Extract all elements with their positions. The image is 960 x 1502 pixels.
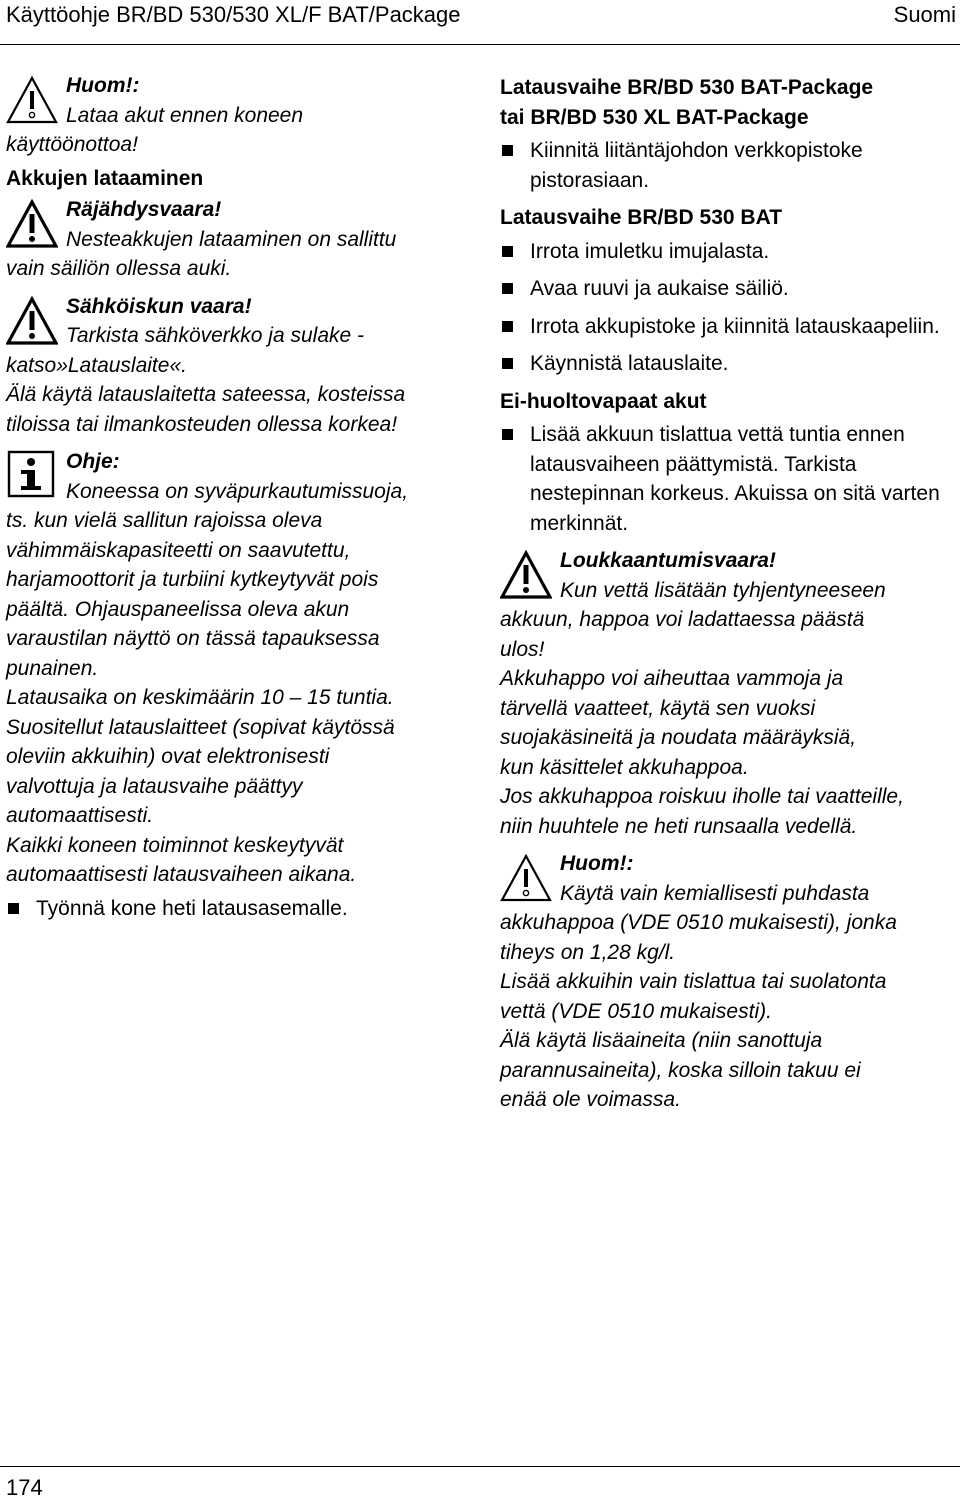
caution-icon <box>6 75 58 125</box>
list-item: Työnnä kone heti latausasemalle. <box>6 894 482 924</box>
note-acid <box>500 849 952 1115</box>
warning-line: Tarkista sähköverkko ja sulake - <box>66 324 365 347</box>
warning-line: niin huuhtele ne heti runsaalla vedellä. <box>500 814 858 838</box>
note-line: tiheys on 1,28 kg/l. <box>500 940 676 964</box>
list-item: Kiinnitä liitäntäjohdon verkkopistoke pistorasiaan. <box>500 136 952 195</box>
warning-title: Sähköiskun vaara! <box>66 294 252 318</box>
left-column <box>6 71 482 931</box>
info-line: Koneessa on syväpurkautumissuoja, <box>66 479 409 503</box>
note-line: parannusaineita), koska silloin takuu ei <box>500 1058 861 1082</box>
info-line: oleviin akkuihin) ovat elektronisesti <box>6 745 330 768</box>
warning-line: ulos! <box>500 637 545 661</box>
info-line: Suositellut latauslaitteet (sopivat käytössä <box>6 715 395 739</box>
warning-line: Nesteakkujen lataaminen on sallittu <box>66 227 397 251</box>
warning-title: Loukkaantumisvaara! <box>560 549 776 572</box>
warning-icon <box>500 550 552 600</box>
language-label: Suomi <box>893 2 956 27</box>
info-line: vähimmäiskapasiteetti on saavutettu, <box>6 538 351 562</box>
warning-line: suojakäsineitä ja noudata määräyksiä, <box>500 726 857 749</box>
warning-line: tärvellä vaatteet, käytä sen vuoksi <box>500 696 816 720</box>
heading-line: Latausvaihe BR/BD 530 BAT-Package <box>500 76 874 99</box>
document-title: Käyttöohje BR/BD 530/530 XL/F BAT/Package <box>6 2 461 27</box>
info-line: valvottuja ja latausvaihe päättyy <box>6 774 303 798</box>
info-icon <box>6 449 58 499</box>
left-bullet-list <box>6 894 482 924</box>
section-title: Akkujen lataaminen <box>6 166 204 190</box>
info-title: Ohje: <box>66 450 120 473</box>
warning-line: Jos akkuhappoa roiskuu iholle tai vaatteille, <box>500 785 904 808</box>
info-line: harjamoottorit ja turbiini kytkeytyvät pois <box>6 568 379 591</box>
bullet-list-non-maintenance-free <box>500 420 952 538</box>
list-item: Irrota akkupistoke ja kiinnitä latauskaapeliin. <box>500 312 952 342</box>
bullet-list-package <box>500 136 952 195</box>
right-column <box>500 73 952 1115</box>
warning-icon <box>6 199 58 249</box>
note-line: käyttöönottoa! <box>6 133 138 156</box>
note-line: akkuhappoa (VDE 0510 mukaisesti), jonka <box>500 911 897 934</box>
warning-explosion <box>6 195 482 284</box>
heading-line: tai BR/BD 530 XL BAT-Package <box>500 105 809 129</box>
note-title: Huom!: <box>66 74 140 97</box>
warning-line: akkuun, happoa voi ladattaessa päästä <box>500 608 865 631</box>
warning-line: Kun vettä lisätään tyhjentyneeseen <box>560 578 886 602</box>
info-line: automaattisesti. <box>6 804 154 827</box>
warning-title: Räjähdysvaara! <box>66 198 222 221</box>
heading-package-charging <box>500 73 952 132</box>
note-line: enää ole voimassa. <box>500 1088 681 1111</box>
bullet-list-bat <box>500 237 952 379</box>
header-divider <box>0 44 960 45</box>
info-line: varaustilan näyttö on tässä tapauksessa <box>6 627 380 650</box>
info-line: ts. kun vielä sallitun rajoissa oleva <box>6 509 323 532</box>
page-number: 174 <box>6 1475 43 1500</box>
warning-line: kun käsittelet akkuhappoa. <box>500 755 749 779</box>
info-note <box>6 447 482 890</box>
note-line: Käytä vain kemiallisesti puhdasta <box>560 881 870 905</box>
list-item: Lisää akkuun tislattua vettä tuntia ennen latausvaiheen päättymistä. Tarkista nestepinnan korkeus. Akuissa on sitä varten merkinnät. <box>500 420 952 538</box>
note-title: Huom!: <box>560 852 634 875</box>
info-line: Latausaika on keskimäärin 10 – 15 tuntia. <box>6 686 394 709</box>
footer-divider <box>0 1466 960 1467</box>
note-line: Älä käytä lisäaineita (niin sanottuja <box>500 1029 823 1052</box>
info-line: Kaikki koneen toiminnot keskeytyvät <box>6 833 344 857</box>
warning-line: katso»Latauslaite«. <box>6 353 187 377</box>
warning-line: Akkuhappo voi aiheuttaa vammoja ja <box>500 667 844 690</box>
warning-injury <box>500 546 952 841</box>
note-charge-before-use <box>6 71 482 160</box>
warning-line: vain säiliön ollessa auki. <box>6 257 232 280</box>
list-item: Avaa ruuvi ja aukaise säiliö. <box>500 274 952 304</box>
note-line: Lataa akut ennen koneen <box>66 103 304 127</box>
note-line: vettä (VDE 0510 mukaisesti). <box>500 999 772 1023</box>
info-line: punainen. <box>6 656 99 680</box>
info-line: päältä. Ohjauspaneelissa oleva akun <box>6 597 350 621</box>
heading-bat-charging: Latausvaihe BR/BD 530 BAT <box>500 206 783 229</box>
info-line: automaattisesti latausvaiheen aikana. <box>6 863 357 886</box>
warning-electric-shock <box>6 292 482 440</box>
warning-icon <box>6 296 58 346</box>
caution-icon <box>500 853 552 903</box>
warning-line: Älä käytä latauslaitetta sateessa, kosteissa <box>6 383 406 406</box>
list-item: Käynnistä latauslaite. <box>500 349 952 379</box>
note-line: Lisää akkuihin vain tislattua tai suolatonta <box>500 970 887 993</box>
warning-line: tiloissa tai ilmankosteuden ollessa korkea! <box>6 412 398 436</box>
list-item: Irrota imuletku imujalasta. <box>500 237 952 267</box>
heading-non-maintenance-free: Ei-huoltovapaat akut <box>500 389 707 413</box>
